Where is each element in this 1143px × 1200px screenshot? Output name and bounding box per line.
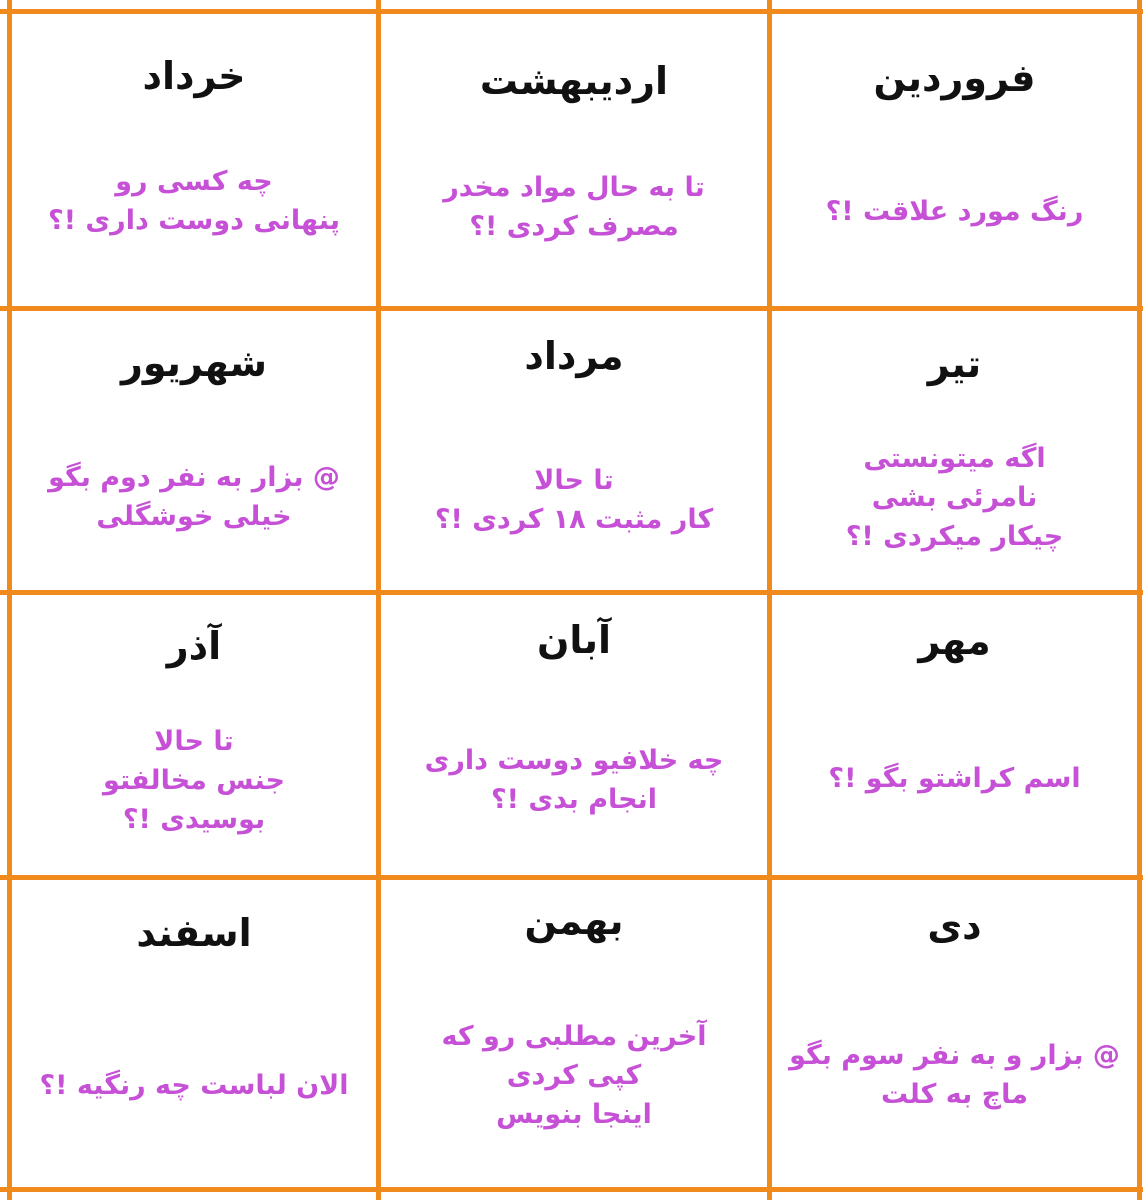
month-cell-dey (772, 880, 1137, 1187)
month-title: فروردین (873, 56, 1036, 100)
month-title: بهمن (524, 899, 624, 943)
month-cell-khordad (12, 14, 376, 306)
month-cell-mehr (772, 595, 1137, 875)
month-title: خرداد (142, 54, 246, 98)
month-question: تا به حال مواد مخدر مصرف کردی !؟ (443, 172, 705, 242)
month-question: رنگ مورد علاقت !؟ (825, 196, 1084, 227)
month-title: تیر (927, 342, 982, 386)
month-cell-ordibehesht (381, 14, 767, 306)
month-question: چه کسی رو پنهانی دوست داری !؟ (48, 166, 340, 236)
month-question: آخرین مطلبی رو که کپی کردی اینجا بنویس (441, 1021, 707, 1130)
month-title: مهر (918, 619, 991, 663)
month-cell-bahman (381, 880, 767, 1187)
grid-line-horizontal (0, 1187, 1143, 1192)
grid-line-vertical (1137, 0, 1142, 1200)
month-question: @ بزار به نفر دوم بگو خیلی خوشگلی (48, 462, 340, 532)
month-title: اسفند (136, 911, 252, 955)
month-cell-mordad (381, 311, 767, 590)
month-question: @ بزار و به نفر سوم بگو ماچ به کلت (789, 1040, 1120, 1110)
month-cell-aban (381, 595, 767, 875)
month-title: مرداد (524, 334, 624, 378)
month-title: دی (927, 904, 982, 948)
month-cell-shahrivar (12, 311, 376, 590)
month-cell-azar (12, 595, 376, 875)
month-question: تا حالا جنس مخالفتو بوسیدی !؟ (103, 726, 285, 835)
month-question: تا حالا کار مثبت ۱۸ کردی !؟ (434, 465, 714, 535)
month-cell-farvardin (772, 14, 1137, 306)
month-question: الان لباست چه رنگیه !؟ (39, 1070, 349, 1101)
month-cell-tir (772, 311, 1137, 590)
month-question: اگه میتونستی نامرئی بشی چیکار میکردی !؟ (845, 443, 1064, 552)
month-question: اسم کراشتو بگو !؟ (828, 763, 1081, 794)
month-question: چه خلافیو دوست داری انجام بدی !؟ (424, 745, 724, 815)
month-title: شهریور (120, 341, 268, 385)
month-cell-esfand (12, 880, 376, 1187)
month-title: آذر (166, 624, 222, 668)
month-title: اردیبهشت (479, 59, 669, 103)
month-title: آبان (537, 618, 611, 662)
